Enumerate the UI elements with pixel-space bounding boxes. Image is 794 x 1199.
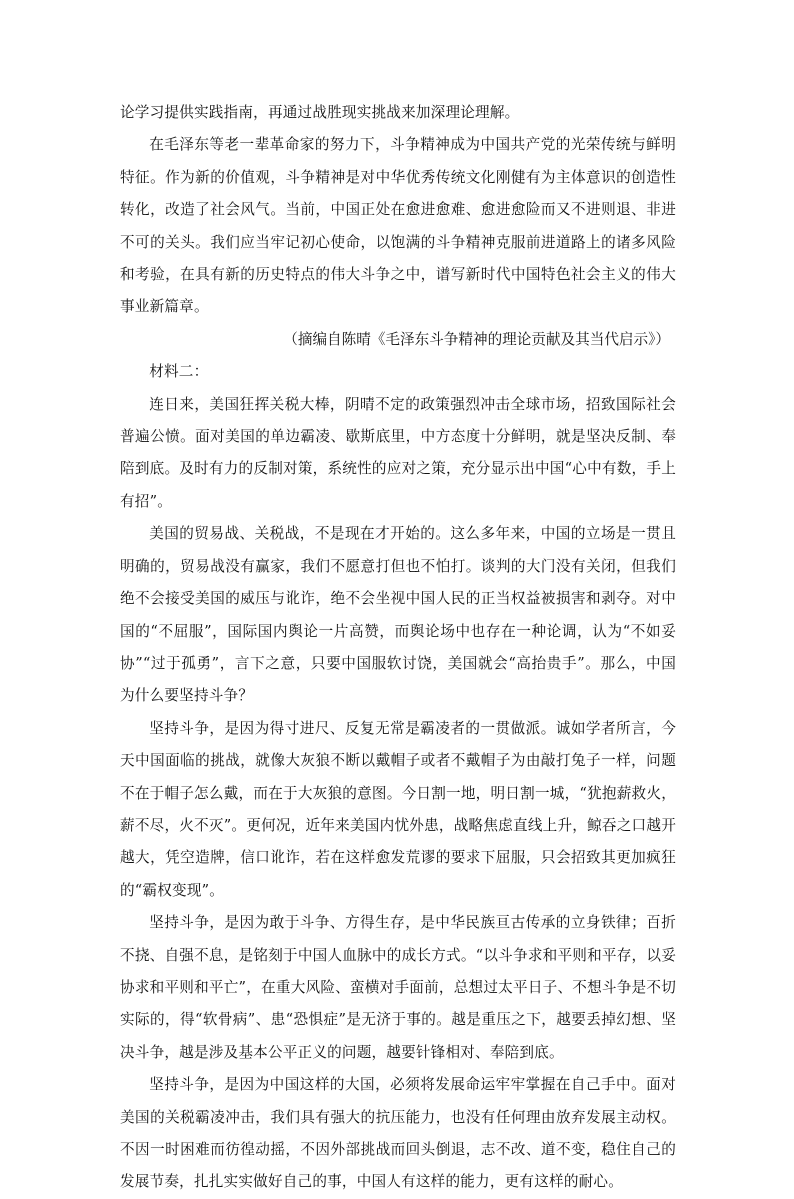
- paragraph-struggle-spirit: 在毛泽东等老一辈革命家的努力下，斗争精神成为中国共产党的光荣传统与鲜明特征。作为新的价值观，斗争精神是对中华优秀传统文化刚健有为主体意识的创造性转化，改造了社会风气。当前，中国正处在愈进愈难、愈进愈险而又不进则退、非进不可的关头。我们应当牢记初心使命，以饱满的斗争精神克服前进道路上的诸多风险和考验，在具有新的历史特点的伟大斗争之中，谱写新时代中国特色社会主义的伟大事业新篇章。: [120, 136, 676, 316]
- paragraph-tariff-response: 连日来，美国狂挥关税大棒，阴晴不定的政策强烈冲击全球市场，招致国际社会普遍公愤。面对美国的单边霸凌、歇斯底里，中方态度十分鲜明，就是坚决反制、奉陪到底。及时有力的反制对策，系统性的应对之策，充分显示出中国“心中有数，手上有招”。: [120, 395, 676, 510]
- source-citation: （摘编自陈晴《毛泽东斗争精神的理论贡献及其当代启示》）: [283, 330, 670, 348]
- paragraph-trade-war-stance: 美国的贸易战、关税战，不是现在才开始的。这么多年来，中国的立场是一贯且明确的，贸易战没有赢家，我们不愿意打但也不怕打。谈判的大门没有关闭，但我们绝不会接受美国的威压与讹诈，绝不会坐视中国人民的正当权益被损害和剥夺。对中国的“不屈服”，国际国内舆论一片高赞，而舆论场中也存在一种论调，认为“不如妥协”“过于孤勇”，言下之意，只要中国服软讨饶，美国就会“高抬贵手”。那么，中国为什么要坚持斗争？: [120, 525, 676, 705]
- document-page: [120, 97, 676, 1199]
- paragraph-survival-law: 坚持斗争，是因为敢于斗争、方得生存，是中华民族亘古传承的立身铁律；百折不挠、自强不息，是铭刻于中国人血脉中的成长方式。“以斗争求和平则和平存，以妥协求和平则和平亡”，在重大风险、蛮横对手面前，总想过太平日子、不想斗争是不切实际的，得“软骨病”、患“恐惧症”是无济于事的。越是重压之下，越要丢掉幻想、坚决斗争，越是涉及基本公平正义的问题，越要针锋相对、奉陪到底。: [120, 914, 676, 1061]
- material-two-label: 材料二：: [149, 363, 209, 381]
- paragraph-development-control: 坚持斗争，是因为中国这样的大国，必须将发展命运牢牢掌握在自己手中。面对美国的关税霸凌冲击，我们具有强大的抗压能力，也没有任何理由放弃发展主动权。不因一时困难而彷徨动摇，不因外部挑战而回头倒退，志不改、道不变，稳住自己的发展节奏，扎扎实实做好自己的事，中国人有这样的能力，更有这样的耐心。: [120, 1076, 676, 1191]
- paragraph-bully-pattern: 坚持斗争，是因为得寸进尺、反复无常是霸凌者的一贯做派。诚如学者所言，今天中国面临的挑战，就像大灰狼不断以戴帽子或者不戴帽子为由敲打兔子一样，问题不在于帽子怎么戴，而在于大灰狼的意图。今日割一地，明日割一城，“犹抱薪救火，薪不尽，火不灭”。更何况，近年来美国内忧外患，战略焦虑直线上升，鲸吞之口越开越大，凭空造牌，信口讹诈，若在这样愈发荒谬的要求下屈服，只会招致其更加疯狂的“霸权变现”。: [120, 719, 676, 899]
- paragraph-continuation: 论学习提供实践指南，再通过战胜现实挑战来加深理论理解。: [120, 104, 520, 121]
